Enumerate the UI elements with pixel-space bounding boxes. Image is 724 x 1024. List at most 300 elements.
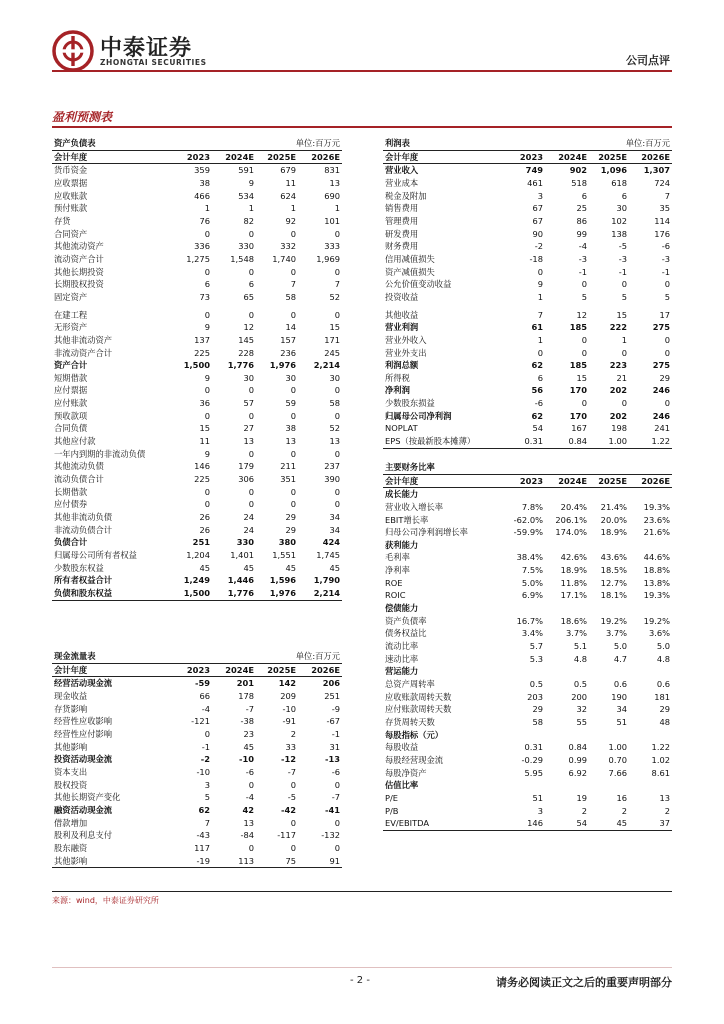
table-row [52, 766, 342, 779]
table-cell: 211 [280, 461, 297, 472]
column-header: 2023 [503, 474, 545, 488]
table-cell: 146 [194, 461, 210, 472]
table-cell: 18.1% [600, 590, 628, 601]
table-cell: 0 [290, 228, 297, 239]
table-row [52, 164, 342, 177]
table-row [383, 190, 672, 203]
table-cell: 1,976 [269, 360, 297, 371]
table-cell: 34 [329, 512, 341, 523]
table-cell: 102 [611, 215, 628, 226]
table-row [383, 577, 672, 590]
balance-sheet-table [52, 137, 342, 601]
table-cell: 7.8% [521, 501, 543, 512]
table-cell: -2 [534, 241, 543, 252]
table-cell: 13 [329, 177, 341, 188]
table-cell: 176 [654, 228, 671, 239]
table-title-row [52, 137, 342, 150]
header-divider [52, 70, 672, 72]
table-cell: 138 [611, 228, 628, 239]
table-row [383, 253, 672, 266]
table-row [52, 253, 342, 266]
table-cell: 0 [248, 309, 255, 320]
row-label: 归属母公司所有者权益 [54, 550, 137, 560]
table-cell: 0.5 [529, 679, 543, 690]
table-cell: 359 [194, 165, 210, 176]
table-row [52, 347, 342, 360]
table-cell: 75 [256, 855, 298, 868]
row-label: 每股指标（元） [385, 729, 444, 740]
table-cell: -18 [529, 253, 543, 264]
table-cell: 0 [290, 309, 297, 320]
row-label: EV/EBITDA [383, 817, 503, 830]
table-cell: 6 [204, 279, 210, 290]
table-cell: 0 [204, 486, 210, 497]
table-cell: 181 [654, 691, 671, 702]
table-cell: -42 [281, 804, 297, 815]
table-cell: -3 [661, 253, 671, 264]
column-header: 会计年度 [383, 150, 503, 164]
table-row [383, 678, 672, 691]
row-label: 股东融资 [54, 842, 88, 853]
table-cell: 13.8% [643, 577, 671, 588]
table-cell: -3 [578, 253, 588, 264]
table-cell: 66 [199, 690, 210, 701]
table-row [52, 703, 342, 716]
table-cell: 45 [243, 741, 255, 752]
table-cell: 6.9% [521, 590, 543, 601]
table-cell: 145 [238, 334, 255, 345]
table-cell: 185 [569, 322, 588, 333]
table-cell: 6.92 [568, 767, 588, 778]
table-cell: 1 [334, 203, 341, 214]
table-row [383, 372, 672, 385]
table-cell: 0 [334, 817, 341, 828]
table-cell: 690 [324, 190, 341, 201]
table-cell: 0 [248, 779, 255, 790]
table-row [383, 767, 672, 780]
table-row [52, 460, 342, 473]
table-row [383, 514, 672, 527]
table-cell: 11 [199, 436, 210, 447]
table-cell: 1,500 [183, 360, 210, 371]
table-cell: 336 [194, 241, 210, 252]
table-cell: 0 [334, 842, 341, 853]
table-cell: 6 [537, 372, 543, 383]
row-label: 营业利润 [385, 322, 419, 333]
table-row [383, 422, 672, 435]
row-label: 在建工程 [54, 309, 88, 320]
table-cell: 5.0 [656, 641, 671, 652]
table-cell: 54 [545, 817, 589, 830]
table-row [52, 549, 342, 562]
table-cell: 52 [329, 291, 341, 302]
table-cell: -1 [618, 266, 628, 277]
row-label: 长期股权投资 [54, 279, 104, 290]
table-row [52, 422, 342, 435]
table-cell: 21.6% [643, 527, 671, 538]
table-cell: 225 [194, 347, 210, 358]
table-cell: 15 [199, 423, 210, 434]
table-cell: 0 [248, 385, 255, 396]
table-cell: 624 [280, 190, 297, 201]
table-cell: 1 [248, 203, 255, 214]
table-cell: -2 [200, 754, 210, 765]
table-row [52, 817, 342, 830]
table-row [383, 627, 672, 640]
row-label: 毛利率 [385, 552, 410, 563]
table-cell: 16.7% [516, 615, 543, 626]
row-label: 非流动负债合计 [54, 524, 113, 535]
table-cell: 1 [537, 291, 543, 302]
table-row [383, 309, 672, 322]
table-cell: 33 [285, 741, 297, 752]
table-cell: -5 [287, 792, 297, 803]
row-label: 合同负债 [54, 423, 88, 434]
table-cell: 245 [324, 347, 341, 358]
table-cell: 0.5 [573, 679, 588, 690]
table-cell: 29 [659, 372, 671, 383]
table-row [52, 291, 342, 304]
table-cell: 20.0% [600, 514, 628, 525]
table-cell: 0 [537, 347, 543, 358]
table-cell: 7 [664, 190, 671, 201]
table-row [383, 817, 672, 830]
table-cell: -13 [325, 754, 341, 765]
row-label: 股利及利息支付 [54, 830, 113, 841]
table-row [383, 291, 672, 304]
table-cell: 1,969 [316, 253, 341, 264]
table-cell: 0 [581, 279, 588, 290]
table-row [52, 359, 342, 372]
row-label: 经营性应付影响 [54, 728, 113, 739]
table-row [383, 410, 672, 423]
table-cell: 5 [204, 792, 210, 803]
table-row [52, 753, 342, 766]
table-cell: 29 [659, 704, 671, 715]
table-cell: 0 [581, 398, 588, 409]
table-cell: 101 [324, 215, 341, 226]
row-label: 利润总额 [385, 360, 419, 371]
table-row [383, 177, 672, 190]
table-row [383, 551, 672, 564]
row-label: 管理费用 [385, 215, 419, 226]
table-cell: 902 [569, 165, 588, 176]
column-header: 2026E [298, 663, 342, 677]
table-cell: 332 [280, 241, 297, 252]
table-cell: 4.7 [613, 653, 628, 664]
table-cell: 82 [243, 215, 255, 226]
row-label: 经营活动现金流 [54, 678, 113, 689]
table-cell: 9 [204, 322, 210, 333]
table-cell: 13 [285, 436, 297, 447]
table-row [52, 435, 342, 448]
table-cell: 0.84 [568, 742, 588, 753]
table-cell: 167 [571, 423, 588, 434]
table-row [52, 397, 342, 410]
table-cell: 16 [616, 792, 628, 803]
table-cell: 19.2% [600, 615, 628, 626]
row-label: 营运能力 [385, 666, 419, 677]
table-cell: 55 [576, 717, 588, 728]
table-row [383, 792, 672, 805]
page-number: - 2 - [350, 975, 370, 986]
row-label: 应付票据 [54, 385, 88, 396]
table-cell: 45 [285, 562, 297, 573]
table-cell: 45 [199, 562, 210, 573]
table-cell: -7 [245, 703, 255, 714]
table-cell: 4.8 [656, 653, 671, 664]
table-cell: 18.6% [560, 615, 588, 626]
table-cell: 1,307 [643, 165, 671, 176]
table-cell [503, 602, 545, 615]
table-cell: 73 [199, 291, 210, 302]
table-cell: 38 [285, 423, 297, 434]
table-cell: 62 [531, 410, 543, 421]
table-cell: -91 [282, 716, 297, 727]
table-cell [629, 602, 672, 615]
column-header: 2026E [629, 150, 672, 164]
table-cell: 1 [537, 334, 543, 345]
row-label: 其他流动负债 [54, 461, 104, 472]
table-cell: 246 [652, 385, 671, 396]
table-cell: 0 [290, 486, 297, 497]
table-cell [589, 729, 629, 742]
table-cell: -67 [326, 716, 341, 727]
table-row [52, 829, 342, 842]
row-label: 公允价值变动收益 [385, 279, 452, 290]
table-cell: 34 [329, 524, 341, 535]
table-cell: 0.99 [568, 754, 588, 765]
column-header: 2023 [168, 663, 212, 677]
table-cell: 12 [243, 322, 255, 333]
table-cell: 44.6% [643, 552, 671, 563]
table-row [383, 240, 672, 253]
table-cell: 1,204 [186, 550, 210, 560]
table-cell: 0 [290, 779, 297, 790]
table-cell: 20.4% [560, 501, 588, 512]
table-row [52, 473, 342, 486]
table-row [52, 266, 342, 279]
table-cell: 18.9% [560, 565, 588, 576]
table-cell: 30 [616, 203, 628, 214]
table-cell: 1,976 [256, 587, 298, 600]
row-label: 其他长期资产变化 [54, 792, 121, 803]
table-row [52, 779, 342, 792]
table-cell: 679 [280, 165, 297, 176]
table-cell: 42.6% [560, 552, 588, 563]
table-cell: -132 [321, 830, 341, 841]
row-label: 少数股东损益 [385, 398, 435, 409]
table-cell: 5.0% [521, 577, 543, 588]
table-cell: 1.22 [651, 742, 671, 753]
table-row [52, 486, 342, 499]
table-row [383, 729, 672, 742]
row-label: 其他应付款 [54, 436, 96, 447]
row-label: 资产合计 [54, 360, 88, 371]
row-label: 净利润 [385, 385, 410, 396]
table-cell: -7 [331, 792, 341, 803]
table-cell: 51 [532, 792, 543, 803]
row-label: 营业收入 [385, 165, 419, 176]
table-cell: 57 [243, 398, 255, 409]
row-label: 应收账款周转天数 [385, 691, 452, 702]
row-label: 信用减值损失 [385, 253, 435, 264]
table-cell: 27 [243, 423, 255, 434]
table-cell: 15 [576, 372, 588, 383]
table-cell: 117 [194, 842, 210, 853]
table-row [383, 278, 672, 291]
table-cell: -6 [245, 766, 255, 777]
table-cell: 19 [576, 792, 588, 803]
table-cell: 9 [204, 448, 210, 459]
table-cell: 171 [324, 334, 341, 345]
table-cell: -0.29 [521, 754, 543, 765]
table-cell [545, 665, 589, 678]
table-cell: 59 [285, 398, 297, 409]
table-cell [503, 539, 545, 552]
table-row [52, 536, 342, 549]
row-label: 资产减值损失 [385, 266, 435, 277]
table-cell: 37 [629, 817, 672, 830]
unit-label: 单位:百万元 [589, 137, 672, 150]
row-label: 其他影响 [54, 741, 88, 752]
row-label: 营业成本 [385, 177, 419, 188]
table-row [52, 587, 342, 600]
row-label: EBIT增长率 [385, 514, 429, 525]
row-label: 销售费用 [385, 203, 419, 214]
table-cell: 157 [280, 334, 297, 345]
table-cell: 3.6% [648, 628, 671, 639]
unit-label: 单位:百万元 [256, 137, 342, 150]
table-cell: 7 [290, 279, 297, 290]
row-label: 每股收益 [385, 742, 419, 753]
table-cell: 18.8% [643, 565, 671, 576]
table-cell: 170 [569, 410, 588, 421]
table-cell: 7 [537, 309, 543, 320]
row-label: 合同资产 [54, 228, 88, 239]
table-cell: 1,096 [600, 165, 628, 176]
table-cell: 1.00 [608, 742, 628, 753]
table-cell: 19.3% [643, 501, 671, 512]
table-row [383, 602, 672, 615]
table-cell: 0 [204, 728, 210, 739]
table-cell: 2,214 [313, 360, 341, 371]
table-cell: 25 [576, 203, 588, 214]
table-cell: 0 [290, 842, 297, 853]
table-cell: 13 [243, 817, 255, 828]
row-label: 少数股东权益 [54, 562, 104, 573]
table-row [52, 372, 342, 385]
row-label: 存货周转天数 [385, 717, 435, 728]
row-label: 获利能力 [385, 539, 419, 550]
row-label: EPS（按最新股本摊薄） [383, 435, 503, 448]
row-label: 应付债券 [54, 499, 88, 510]
row-label: 经营性应收影响 [54, 716, 113, 727]
table-cell: 0 [581, 347, 588, 358]
table-cell: 0 [204, 266, 210, 277]
table-cell: -10 [196, 766, 210, 777]
table-cell: 275 [652, 360, 671, 371]
table-cell: 2 [581, 805, 588, 816]
table-row [383, 384, 672, 397]
table-row [52, 384, 342, 397]
table-cell: 7.5% [521, 565, 543, 576]
cash-flow-table [52, 650, 342, 868]
table-cell: 18.5% [600, 565, 628, 576]
column-header-row [52, 663, 342, 677]
table-cell: 333 [324, 241, 341, 252]
table-cell: 0 [334, 410, 341, 421]
row-label: 预收款项 [54, 410, 88, 421]
table-row [383, 703, 672, 716]
table-cell: 19.3% [643, 590, 671, 601]
table-cell: -6 [661, 241, 671, 252]
table-cell: 6 [581, 190, 588, 201]
table-cell: 23.6% [643, 514, 671, 525]
table-cell: 13 [659, 792, 671, 803]
table-cell: 12.7% [600, 577, 628, 588]
table-cell: 15 [329, 322, 341, 333]
table-cell: 45 [329, 562, 341, 573]
row-label: 净利率 [385, 565, 410, 576]
table-row [383, 359, 672, 372]
table-cell: 246 [652, 410, 671, 421]
table-cell: 34 [616, 704, 628, 715]
table-cell [589, 602, 629, 615]
column-header: 会计年度 [52, 663, 168, 677]
table-cell: 1,740 [272, 253, 297, 264]
table-cell: 13 [329, 436, 341, 447]
row-label: 无形资产 [54, 322, 88, 333]
table-row [383, 501, 672, 514]
table-title-row [52, 650, 342, 663]
table-cell: 14 [285, 322, 297, 333]
table-cell: 6 [248, 279, 255, 290]
income-statement-table [383, 137, 672, 831]
table-cell: 56 [531, 385, 543, 396]
table-row [52, 741, 342, 754]
table-cell: 15 [616, 309, 628, 320]
zhongtai-logo-icon [52, 30, 94, 72]
table-cell: 67 [532, 203, 543, 214]
table-cell: 0 [204, 499, 210, 510]
row-label: P/E [385, 792, 399, 803]
table-cell: 1,596 [269, 575, 297, 586]
row-label: 速动比率 [385, 653, 419, 664]
table-cell: 8.61 [651, 767, 671, 778]
source-note: 来源：wind，中泰证券研究所 [52, 896, 159, 905]
table-cell: 0 [204, 228, 210, 239]
table-cell: 179 [238, 461, 255, 472]
table-cell: 518 [571, 177, 588, 188]
table-cell: 831 [324, 165, 341, 176]
table-cell: 9 [248, 177, 255, 188]
table-row [52, 842, 342, 855]
row-label: 固定资产 [54, 291, 88, 302]
table-row [383, 526, 672, 539]
table-cell: 0 [334, 448, 341, 459]
table-cell: 13 [243, 436, 255, 447]
table-cell: 251 [192, 537, 210, 548]
table-cell: 5.3 [529, 653, 543, 664]
table-cell: -4 [245, 792, 255, 803]
row-label: 存货影响 [54, 703, 88, 714]
table-cell [589, 779, 629, 792]
table-cell: 58 [285, 291, 297, 302]
table-cell: 275 [652, 322, 671, 333]
column-header: 2026E [629, 474, 672, 488]
table-cell: 2 [290, 728, 297, 739]
